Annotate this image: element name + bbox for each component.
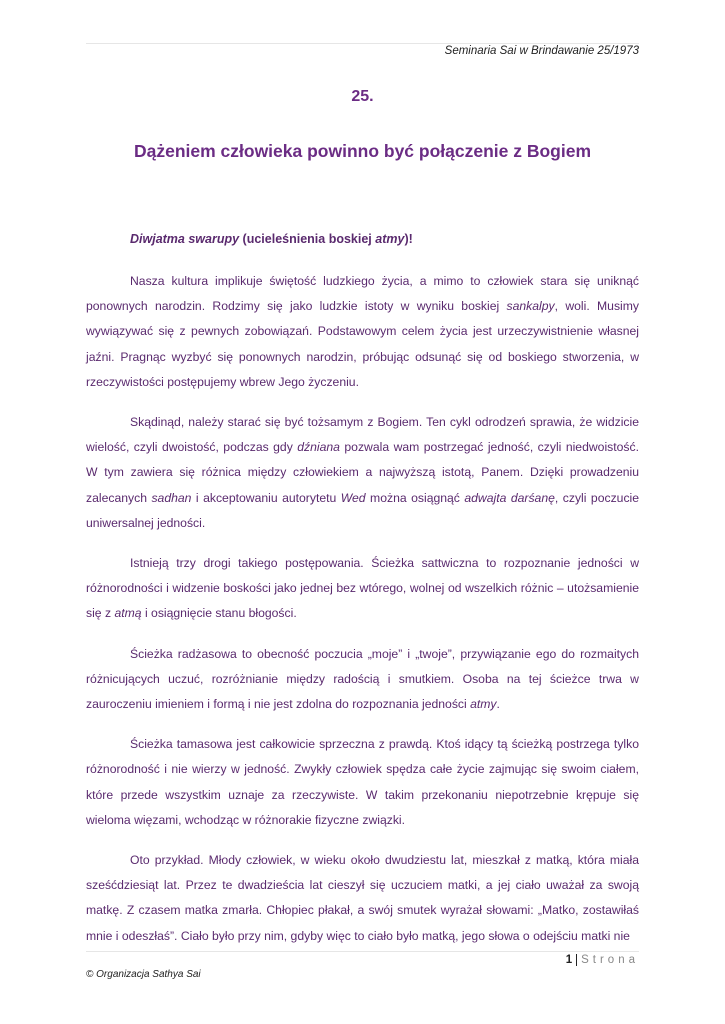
italic-term: sadhan	[151, 490, 192, 505]
footer-divider	[86, 951, 639, 952]
header-divider	[86, 43, 639, 44]
paragraph-5	[86, 732, 639, 833]
text-run: Istnieją trzy drogi takiego postępowania. Ścieżka sattwiczna to rozpoznanie jedności w różnorodności i widzenie boskości jako jednej bez wtórego, wolnej od wszelkich różnic – utożsamienie się z	[86, 556, 639, 621]
text-run: i akceptowaniu autorytetu	[191, 490, 341, 505]
paragraph-1	[86, 269, 639, 395]
paragraph-4	[86, 642, 639, 718]
text-run: Ścieżka tamasowa jest całkowicie sprzeczna z prawdą. Ktoś idący tą ścieżką postrzega tylko różnorodność i nie wierzy w jedność. Zwykły człowiek spędza całe życie zajmując się swoim ciałem, które przede wszystkim uznaje za rzeczywiste. W takim przekonaniu niepotrzebnie krępuje się wieloma więzami, wchodząc w różnorakie fizyczne związki.	[86, 737, 639, 827]
italic-term: sankalpy	[506, 299, 555, 314]
text-run: .	[496, 697, 500, 712]
italic-term: dźniana	[297, 440, 340, 455]
text-run: Ścieżka radżasowa to obecność poczucia „moje” i „twoje”, przywiązanie ego do rozmaitych różnicujących uczuć, rozróżnianie między radością i smutkiem. Osoba na tej ścieżce trwa w zauroczeniu imieniem i formą i nie jest zdolna do rozpoznania jedności	[86, 646, 639, 712]
text-run: Skądinąd, należy starać się być tożsamym z Bogiem. Ten cykl odrodzeń sprawia, że widzicie wielość, czyli dwoistość, podczas gdy	[86, 415, 639, 455]
text-run: Nasza kultura implikuje świętość ludzkiego życia, a mimo to człowiek stara się uniknąć ponownych narodzin. Rodzimy się jako ludzkie istoty w wyniku boskiej	[86, 274, 639, 314]
chapter-number: 25.	[351, 88, 374, 105]
text-run: i osiągnięcie stanu błogości.	[141, 606, 297, 621]
chapter-title: Dążeniem człowieka powinno być połączenie z Bogiem	[133, 141, 592, 161]
text-run: , czyli poczucie uniwersalnej jedności.	[86, 490, 640, 530]
italic-term: Wed	[340, 490, 366, 505]
invocation-subtitle	[130, 232, 413, 246]
text-run: , woli. Musimy wywiązywać się z pewnych zobowiązań. Podstawowym celem życia jest urzeczywistnienie własnej jaźni. Pragnąc wyzbyć się ponownych narodzin, próbując odsunąć się od boskiego stworzenia, w rzeczywistości postępujemy wbrew Jego życzeniu.	[86, 299, 639, 389]
subtitle-open: (ucieleśnienia boskiej	[239, 232, 376, 246]
paragraph-3	[86, 551, 639, 627]
paragraph-6	[86, 848, 639, 949]
italic-term: atmy	[470, 697, 497, 712]
running-header: Seminaria Sai w Brindawanie 25/1973	[444, 45, 639, 57]
page-number-label: Strona	[581, 954, 639, 966]
text-run: można osiągnąć	[365, 490, 465, 505]
subtitle-close: )!	[404, 232, 413, 246]
page-number-value: 1	[566, 954, 577, 966]
italic-term: adwajta darśanę	[464, 490, 555, 505]
body-text	[86, 269, 639, 964]
subtitle-term2: atmy	[375, 232, 405, 246]
text-run: Oto przykład. Młody człowiek, w wieku około dwudziestu lat, mieszkał z matką, która miała sześćdziesiąt lat. Przez te dwadzieścia lat cieszył się uczuciem matki, a jej ciało uważał za swoją matkę. Z czasem matka zmarła. Chłopiec płakał, a swój smutek wyrażał słowami: „Matko, zostawiłaś mnie i odeszłaś”. Ciało było przy nim, gdyby więc to ciało było matką, jego słowa o odejściu matki nie	[86, 853, 639, 943]
copyright-notice: © Organizacja Sathya Sai	[86, 969, 201, 980]
page-number	[566, 954, 639, 966]
paragraph-2	[86, 410, 639, 536]
text-run: pozwala wam postrzegać jedność, czyli niedwoistość. W tym zawiera się różnica między człowiekiem a najwyższą istotą, Panem. Dzięki prowadzeniu zalecanych	[86, 440, 639, 505]
italic-term: atmą	[114, 606, 142, 621]
subtitle-term: Diwjatma swarupy	[130, 232, 240, 246]
